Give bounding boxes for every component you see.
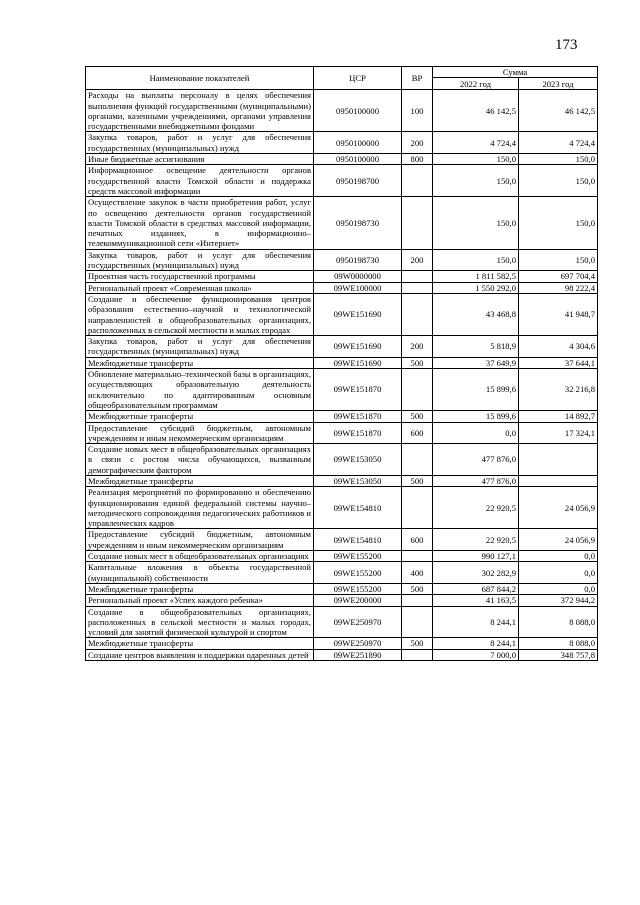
table-row: [86, 411, 598, 422]
row-sum-2022: 150,0: [433, 165, 519, 197]
table-row: [86, 583, 598, 594]
row-name: Создание новых мест в общеобразовательных организациях: [86, 551, 314, 562]
row-vr: [402, 649, 433, 660]
row-vr: 800: [402, 154, 433, 165]
row-sum-2023: 150,0: [519, 197, 598, 249]
row-name: Региональный проект «Современная школа»: [86, 282, 314, 293]
row-sum-2023: 14 892,7: [519, 411, 598, 422]
row-sum-2022: 43 468,8: [433, 293, 519, 335]
row-csr: 09WE250970: [314, 606, 402, 638]
row-vr: 600: [402, 422, 433, 444]
table-row: [86, 595, 598, 606]
row-csr: 0950198700: [314, 165, 402, 197]
row-sum-2022: 46 142,5: [433, 90, 519, 132]
row-csr: 0950198730: [314, 197, 402, 249]
row-sum-2023: 4 724,4: [519, 132, 598, 154]
row-sum-2023: 150,0: [519, 249, 598, 271]
row-name: Межбюджетные трансферты: [86, 638, 314, 649]
row-vr: [402, 197, 433, 249]
row-name: Межбюджетные трансферты: [86, 357, 314, 368]
row-sum-2023: [519, 444, 598, 476]
row-vr: 200: [402, 132, 433, 154]
row-sum-2023: [519, 475, 598, 486]
table-row: [86, 271, 598, 282]
row-vr: 100: [402, 90, 433, 132]
row-sum-2022: 7 000,0: [433, 649, 519, 660]
table-row: [86, 606, 598, 638]
row-sum-2023: 0,0: [519, 562, 598, 584]
row-sum-2022: 8 244,1: [433, 638, 519, 649]
row-vr: [402, 271, 433, 282]
table-row: [86, 487, 598, 529]
row-csr: 09WE155200: [314, 583, 402, 594]
table-row: [86, 562, 598, 584]
row-vr: [402, 551, 433, 562]
row-sum-2023: 8 088,0: [519, 606, 598, 638]
row-sum-2023: 46 142,5: [519, 90, 598, 132]
table-row: [86, 638, 598, 649]
row-vr: 200: [402, 249, 433, 271]
row-sum-2023: 41 948,7: [519, 293, 598, 335]
row-vr: [402, 282, 433, 293]
row-vr: 500: [402, 475, 433, 486]
table-row: [86, 336, 598, 358]
row-name: Региональный проект «Успех каждого ребенка»: [86, 595, 314, 606]
row-sum-2022: 477 876,0: [433, 475, 519, 486]
row-sum-2022: 1 811 582,5: [433, 271, 519, 282]
row-sum-2022: 5 818,9: [433, 336, 519, 358]
table-row: [86, 165, 598, 197]
row-name: Осуществление закупок в части приобретения работ, услуг по освещению деятельности органов государственной власти Томской области в средствах массовой информации, печатных изданиях, в информационно–телекоммуникационной сети «Интернет»: [86, 197, 314, 249]
row-csr: 09WE250970: [314, 638, 402, 649]
row-sum-2023: 0,0: [519, 583, 598, 594]
header-vr: ВР: [402, 67, 433, 90]
row-sum-2022: 477 876,0: [433, 444, 519, 476]
row-vr: 500: [402, 638, 433, 649]
row-name: Межбюджетные трансферты: [86, 411, 314, 422]
row-csr: 09WE151870: [314, 411, 402, 422]
row-sum-2023: 24 056,9: [519, 487, 598, 529]
row-csr: 09WE155200: [314, 551, 402, 562]
row-sum-2023: 4 304,6: [519, 336, 598, 358]
page-number: 173: [555, 37, 578, 53]
row-sum-2023: 150,0: [519, 165, 598, 197]
row-name: Создание в общеобразовательных организациях, расположенных в сельской местности и малых городах, условий для занятий физической культурой и спортом: [86, 606, 314, 638]
row-sum-2022: 22 920,5: [433, 487, 519, 529]
row-vr: 500: [402, 583, 433, 594]
row-csr: 09WE251890: [314, 649, 402, 660]
row-vr: [402, 487, 433, 529]
row-csr: 09WE153050: [314, 475, 402, 486]
table-row: [86, 197, 598, 249]
table-row: [86, 154, 598, 165]
row-sum-2022: 302 282,9: [433, 562, 519, 584]
row-csr: 0950100000: [314, 154, 402, 165]
row-sum-2022: 0,0: [433, 422, 519, 444]
row-sum-2023: 372 944,2: [519, 595, 598, 606]
row-vr: 600: [402, 529, 433, 551]
row-name: Межбюджетные трансферты: [86, 475, 314, 486]
row-name: Создание новых мест в общеобразовательных организациях в связи с ростом числа обучающихся, вызванным демографическим фактором: [86, 444, 314, 476]
row-csr: 09WE100000: [314, 282, 402, 293]
table-row: [86, 422, 598, 444]
row-csr: 09WE151870: [314, 422, 402, 444]
row-name: Обновление материально–технической базы в организациях, осуществляющих образовательную деятельность исключительно по адаптированным основным общеобразовательным программам: [86, 369, 314, 411]
budget-table: [85, 66, 598, 661]
row-csr: 0950198730: [314, 249, 402, 271]
table-row: [86, 475, 598, 486]
row-sum-2022: 15 899,6: [433, 369, 519, 411]
row-vr: 200: [402, 336, 433, 358]
row-csr: 09WE200000: [314, 595, 402, 606]
row-vr: [402, 444, 433, 476]
row-sum-2022: 22 920,5: [433, 529, 519, 551]
row-name: Расходы на выплаты персоналу в целях обеспечения выполнения функций государственными (муниципальными) органами, казенными учреждениями, органами управления государственными внебюджетными фондами: [86, 90, 314, 132]
row-name: Предоставление субсидий бюджетным, автономным учреждениям и иным некоммерческим организациям: [86, 422, 314, 444]
table-row: [86, 249, 598, 271]
row-csr: 09WE154810: [314, 529, 402, 551]
table-row: [86, 649, 598, 660]
row-sum-2022: 15 899,6: [433, 411, 519, 422]
table-header: [86, 67, 598, 90]
row-sum-2023: 98 222,4: [519, 282, 598, 293]
row-name: Межбюджетные трансферты: [86, 583, 314, 594]
table-row: [86, 90, 598, 132]
row-name: Закупка товаров, работ и услуг для обеспечения государственных (муниципальных) нужд: [86, 249, 314, 271]
row-sum-2022: 687 844,2: [433, 583, 519, 594]
row-vr: 500: [402, 357, 433, 368]
table-row: [86, 132, 598, 154]
row-csr: 0950100000: [314, 90, 402, 132]
row-vr: [402, 369, 433, 411]
table-row: [86, 444, 598, 476]
row-vr: [402, 606, 433, 638]
row-csr: 09WE151690: [314, 357, 402, 368]
row-sum-2023: 0,0: [519, 551, 598, 562]
row-csr: 09WE151690: [314, 293, 402, 335]
row-sum-2022: 150,0: [433, 154, 519, 165]
row-sum-2022: 990 127,1: [433, 551, 519, 562]
row-name: Создание и обеспечение функционирования центров образования естественно–научной и технологической направленностей в общеобразовательных организациях, расположенных в сельской местности и малых городах: [86, 293, 314, 335]
row-sum-2023: 24 056,9: [519, 529, 598, 551]
row-sum-2022: 41 163,5: [433, 595, 519, 606]
row-sum-2022: 37 649,9: [433, 357, 519, 368]
header-name: Наименование показателей: [86, 67, 314, 90]
row-name: Создание центров выявления и поддержки одаренных детей: [86, 649, 314, 660]
row-sum-2022: 4 724,4: [433, 132, 519, 154]
row-sum-2023: 37 644,1: [519, 357, 598, 368]
table-row: [86, 369, 598, 411]
row-name: Предоставление субсидий бюджетным, автономным учреждениям и иным некоммерческим организациям: [86, 529, 314, 551]
row-csr: 09WE151870: [314, 369, 402, 411]
row-sum-2023: 32 216,8: [519, 369, 598, 411]
row-vr: 500: [402, 411, 433, 422]
row-sum-2023: 8 088,0: [519, 638, 598, 649]
table-row: [86, 293, 598, 335]
row-csr: 09W0000000: [314, 271, 402, 282]
table-body: [86, 90, 598, 661]
row-csr: 09WE151690: [314, 336, 402, 358]
row-name: Капитальные вложения в объекты государственной (муниципальной) собственности: [86, 562, 314, 584]
header-year-2022: 2022 год: [433, 78, 519, 90]
row-name: Закупка товаров, работ и услуг для обеспечения государственных (муниципальных) нужд: [86, 336, 314, 358]
row-sum-2023: 697 704,4: [519, 271, 598, 282]
row-vr: [402, 595, 433, 606]
row-sum-2023: 17 324,1: [519, 422, 598, 444]
row-sum-2022: 8 244,1: [433, 606, 519, 638]
header-sum: Сумма: [433, 67, 598, 78]
row-sum-2022: 1 550 292,0: [433, 282, 519, 293]
table-row: [86, 357, 598, 368]
table-row: [86, 551, 598, 562]
row-vr: [402, 165, 433, 197]
table-row: [86, 529, 598, 551]
row-name: Закупка товаров, работ и услуг для обеспечения государственных (муниципальных) нужд: [86, 132, 314, 154]
row-csr: 0950100000: [314, 132, 402, 154]
row-sum-2022: 150,0: [433, 249, 519, 271]
row-csr: 09WE154810: [314, 487, 402, 529]
row-sum-2023: 348 757,8: [519, 649, 598, 660]
row-name: Информационное освещение деятельности органов государственной власти Томской области и поддержка средств массовой информации: [86, 165, 314, 197]
header-csr: ЦСР: [314, 67, 402, 90]
row-csr: 09WE155200: [314, 562, 402, 584]
row-name: Проектная часть государственной программы: [86, 271, 314, 282]
row-sum-2023: 150,0: [519, 154, 598, 165]
table-row: [86, 282, 598, 293]
header-year-2023: 2023 год: [519, 78, 598, 90]
row-name: Реализация мероприятий по формированию и обеспечению функционирования единой федеральной системы научно–методического сопровождения педагогических работников и управленческих кадров: [86, 487, 314, 529]
row-sum-2022: 150,0: [433, 197, 519, 249]
row-csr: 09WE153050: [314, 444, 402, 476]
row-vr: 400: [402, 562, 433, 584]
row-name: Иные бюджетные ассигнования: [86, 154, 314, 165]
row-vr: [402, 293, 433, 335]
